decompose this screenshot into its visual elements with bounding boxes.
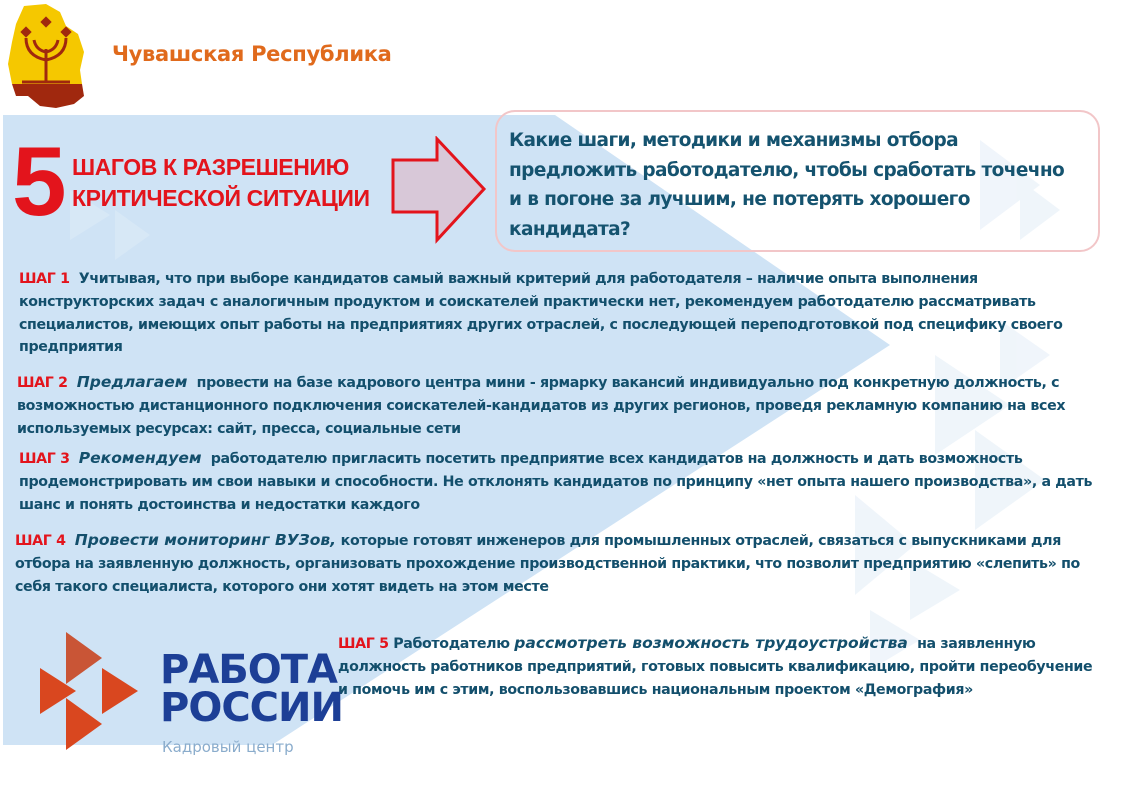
- step-label: ШАГ 4: [15, 533, 66, 549]
- step-label: ШАГ 5: [338, 636, 389, 652]
- title-line-2: КРИТИЧЕСКОЙ СИТУАЦИИ: [72, 185, 370, 211]
- step-3: [19, 447, 1099, 516]
- chuvash-emblem-map-icon: [4, 4, 92, 110]
- step-1: [19, 268, 1099, 359]
- step-emphasis: Предлагаем: [76, 373, 188, 391]
- logo-line-2: РОССИИ: [160, 685, 343, 731]
- step-label: ШАГ 1: [19, 271, 70, 287]
- step-5: [338, 632, 1098, 701]
- step-text: Учитывая, что при выборе кандидатов самый важный критерий для работодателя – наличие опыта выполнения конструкторских задач с аналогичным продуктом и соискателей практически нет, рекомендуем работодателю рассматривать специалистов, имеющих опыт работы на предприятиях других отраслей, с последующей переподготовкой под специфику своего предприятия: [19, 271, 1063, 356]
- question-line: и в погоне за лучшим, не потерять хорошего: [509, 189, 970, 210]
- region-name: Чувашская Республика: [112, 42, 392, 66]
- step-text: на заявленную должность работников предприятий, готовых повысить квалификацию, пройти переобучение и помочь им с этим, воспользовавшись национальным проектом «Демография»: [338, 636, 1093, 698]
- question-line: кандидата?: [509, 218, 631, 240]
- step-prefix: Работодателю: [393, 636, 510, 652]
- step-emphasis: Провести мониторинг ВУЗов,: [74, 531, 337, 549]
- step-emphasis: рассмотреть возможность трудоустройства: [514, 634, 908, 652]
- title-line-1: ШАГОВ К РАЗРЕШЕНИЮ: [72, 154, 349, 180]
- step-4: [15, 529, 1095, 598]
- step-text: которые готовят инженеров для промышленных отраслей, связаться с выпускниками для отбора на заявленную должность, организовать прохождение производственной практики, что позволит предприятию «слепить» по себя такого специалиста, которого они хотят видеть на этом месте: [15, 533, 1080, 595]
- logo-subtitle: Кадровый центр: [162, 738, 294, 756]
- question-box: [495, 110, 1100, 252]
- step-text: работодателю пригласить посетить предприятие всех кандидатов на должность и дать возможность продемонстрировать им свои навыки и способности. Не отклонять кандидатов по принципу «нет опыта нашего производства», а дать шанс и понять достоинства и недостатки каждого: [19, 451, 1093, 513]
- rabota-rossii-triangles-icon: [36, 628, 146, 753]
- title-number: 5: [12, 126, 63, 236]
- question-text: [509, 126, 1086, 244]
- step-emphasis: Рекомендуем: [78, 449, 202, 467]
- step-text: провести на базе кадрового центра мини - ярмарку вакансий индивидуально под конкретную должность, с возможностью дистанционного подключения соискателей-кандидатов из других регионов, проведя рекламную компанию на всех используемых ресурсах: сайт, пресса, социальные сети: [17, 375, 1066, 437]
- step-label: ШАГ 3: [19, 451, 70, 467]
- step-2: [17, 371, 1087, 440]
- logo-line-1: РАБОТА: [160, 647, 338, 693]
- question-line: Какие шаги, методики и механизмы отбора: [509, 130, 958, 151]
- page-title: [72, 152, 370, 214]
- step-label: ШАГ 2: [17, 375, 68, 391]
- question-line: предложить работодателю, чтобы сработать точечно: [509, 159, 1065, 181]
- right-arrow-icon: [390, 136, 488, 244]
